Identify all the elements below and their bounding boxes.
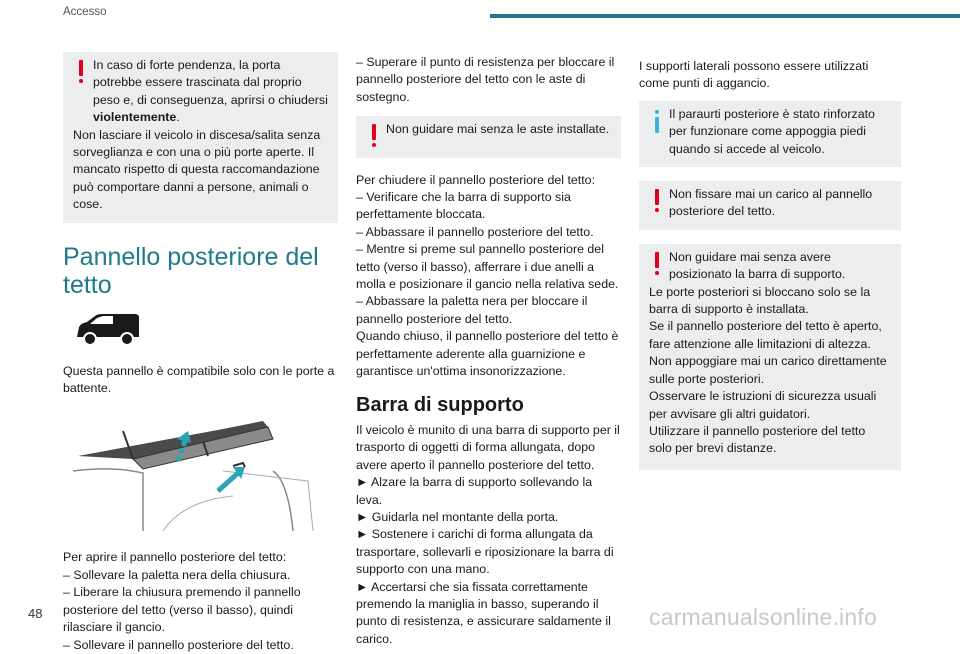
- warning-line-5: Utilizzare il pannello posteriore del tetto solo per brevi distanze.: [649, 423, 866, 456]
- compat-text: Questa pannello è compatibile solo con le porte a battente.: [63, 363, 335, 396]
- column-1: [63, 52, 338, 654]
- section-heading: Pannello posteriore del tetto: [63, 242, 319, 299]
- header-accent-bar: [490, 14, 960, 18]
- warning-text: Non guidare mai senza le aste installate.: [386, 122, 610, 137]
- open-step-1: – Sollevare la paletta nera della chiusura.: [63, 567, 291, 582]
- info-text: Il paraurti posteriore è stato rinforzato per funzionare come appoggia piedi quando si accede al veicolo.: [669, 106, 875, 156]
- page-number: 48: [28, 606, 43, 621]
- bar-step-3: ► Sostenere i carichi di forma allungata da trasportare, sollevarli e riposizionare la barra di supporto con una mano.: [356, 527, 614, 577]
- close-step-2: – Abbassare il pannello posteriore del tetto.: [356, 224, 594, 239]
- bar-step-1: ► Alzare la barra di supporto sollevando la leva.: [356, 475, 593, 507]
- open-step-2: – Liberare la chiusura premendo il pannello posteriore del tetto (verso il basso), quindi rilasciare il gancio.: [63, 585, 301, 635]
- warning-bold-word: violentemente: [93, 110, 177, 125]
- warning-line-3: Non appoggiare mai un carico direttamente sulle porte posteriori.: [649, 354, 887, 386]
- watermark: carmanualsonline.info: [649, 604, 877, 630]
- warning-line-4: Osservare le istruzioni di sicurezza usuali per avvisare gli altri guidatori.: [649, 389, 877, 421]
- warning-text-rest: Non lasciare il veicolo in discesa/salita senza sorveglianza e con una o più porte aperte. Il mancato rispetto di questa raccomandazione può comportare danni a persone, animali o cose.: [73, 127, 321, 212]
- close-intro: Per chiudere il pannello posteriore del tetto:: [356, 172, 596, 187]
- close-step-1: – Verificare che la barra di supporto sia perfettamente bloccata.: [356, 190, 571, 222]
- bar-step-4: ► Accertarsi che sia fissata correttamente premendo la maniglia in basso, superando il punto di resistenza, e assicurare saldamente il carico.: [356, 579, 611, 646]
- warning-text-start: In caso di forte pendenza, la porta potrebbe essere trascinata dal proprio peso e, di conseguenza, aprirsi o chiudersi: [93, 58, 328, 107]
- close-step-4: – Abbassare la paletta nera per bloccare il pannello posteriore del tetto.: [356, 294, 588, 326]
- illustration-roof-panel: [73, 411, 323, 531]
- warning-icon: [367, 124, 381, 148]
- warning-punct: .: [176, 110, 180, 125]
- info-box-bumper: [639, 101, 901, 167]
- warning-icon: [650, 189, 664, 213]
- warning-box-bar: [639, 244, 901, 470]
- warning-icon: [650, 252, 664, 276]
- warning-text: Non fissare mai un carico al pannello posteriore del tetto.: [669, 187, 873, 219]
- warning-line-1: Le porte posteriori si bloccano solo se la barra di supporto è installata.: [649, 284, 871, 317]
- open-step-3: – Sollevare il pannello posteriore del tetto.: [63, 637, 294, 652]
- closed-text: Quando chiuso, il pannello posteriore del tetto è perfettamente aderente alla guarnizione e garantisce un'ottima insonorizzazione.: [356, 329, 619, 379]
- warning-text-first: Non guidare mai senza avere posizionato la barra di supporto.: [669, 249, 846, 282]
- open-step-4: – Superare il punto di resistenza per bloccare il pannello posteriore del tetto con le aste di sostegno.: [356, 55, 615, 104]
- column-3: [639, 58, 901, 484]
- warning-box-slope: [63, 52, 338, 223]
- close-step-3: – Mentre si preme sul pannello posteriore del tetto (verso il basso), afferrare i due anelli a molla e posizionare il gancio nella relativa sede.: [356, 242, 619, 292]
- bar-step-2: ► Guidarla nel montante della porta.: [356, 509, 559, 524]
- van-icon: [73, 313, 141, 347]
- warning-box-rods: [356, 116, 621, 157]
- side-supports-text: I supporti laterali possono essere utilizzati come punti di aggancio.: [639, 59, 869, 91]
- bar-intro: Il veicolo è munito di una barra di supporto per il trasporto di oggetti di forma allungata, dopo avere aperto il pannello posteriore del tetto.: [356, 422, 620, 472]
- warning-icon: [74, 60, 88, 84]
- info-icon: [650, 109, 664, 133]
- section-header: Accesso: [63, 6, 107, 18]
- warning-box-load: [639, 181, 901, 230]
- warning-line-2: Se il pannello posteriore del tetto è aperto, fare attenzione alle limitazioni di altezza.: [649, 319, 882, 351]
- subsection-heading: Barra di supporto: [356, 393, 524, 416]
- open-intro: Per aprire il pannello posteriore del tetto:: [63, 550, 287, 565]
- column-2: [356, 54, 621, 648]
